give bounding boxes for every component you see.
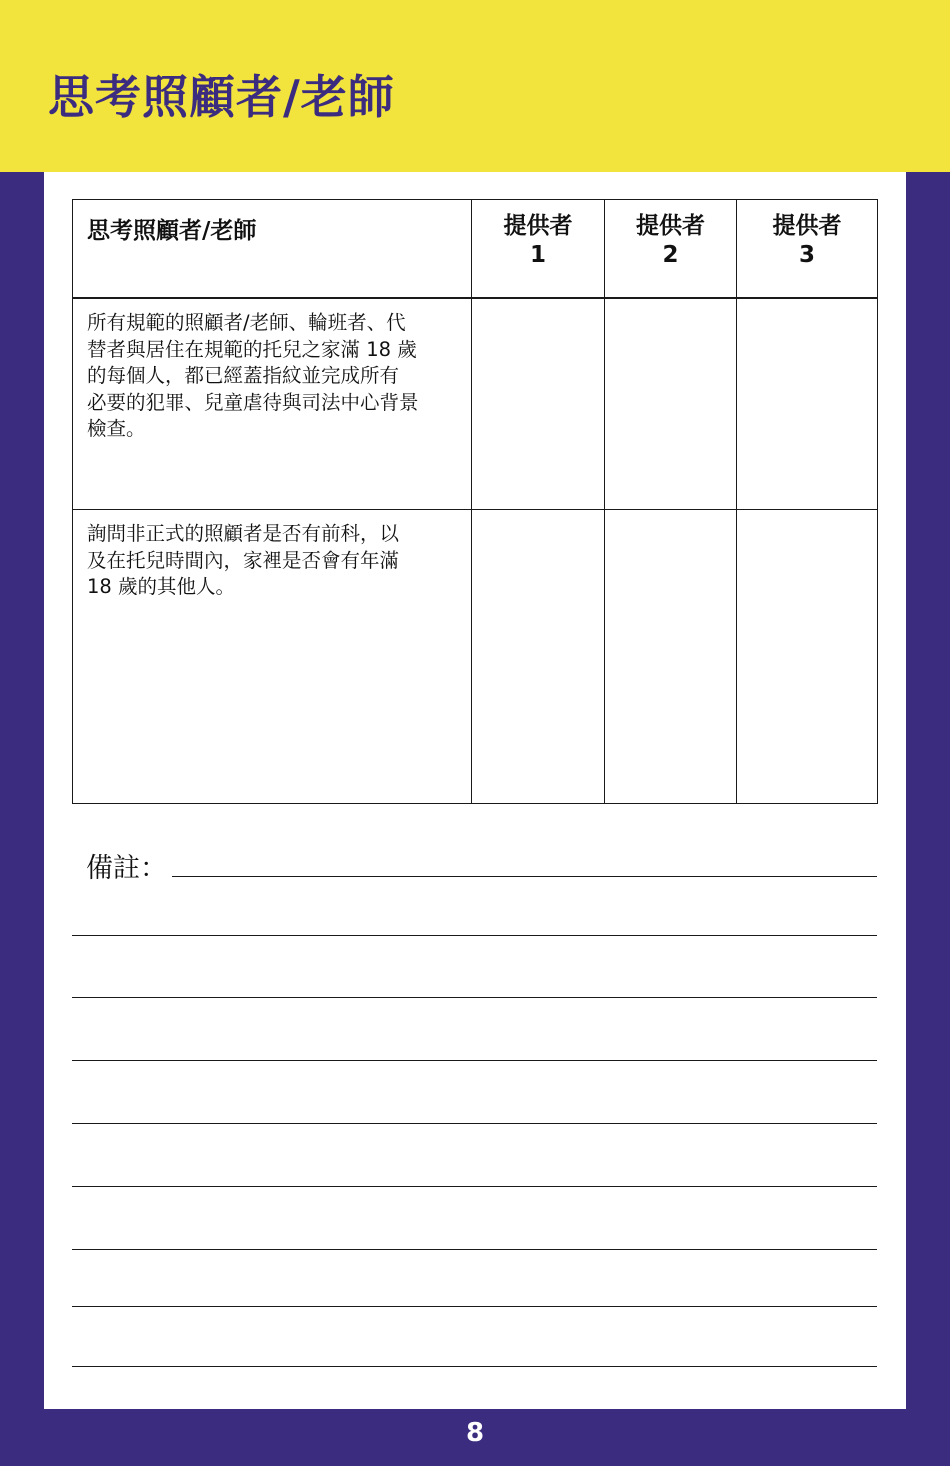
question-text-line: 檢查。	[87, 417, 146, 440]
header-band	[0, 0, 950, 172]
provider-1-answer-cell[interactable]	[472, 510, 605, 804]
provider-checklist-table	[72, 199, 878, 804]
notes-write-line[interactable]	[72, 1306, 877, 1307]
question-text-line: 的每個人，都已經蓋指紋並完成所有	[87, 364, 400, 387]
provider-1-number: 1	[529, 242, 546, 268]
provider-3-label: 提供者	[772, 213, 842, 239]
provider-2-answer-cell[interactable]	[605, 510, 737, 804]
provider-3-column-header	[737, 200, 878, 299]
notes-write-line[interactable]	[72, 997, 877, 998]
question-column-header: 思考照顧者/老師	[73, 200, 472, 299]
table-header-row	[73, 200, 878, 299]
provider-3-number: 3	[798, 242, 815, 268]
provider-2-answer-cell[interactable]	[605, 298, 737, 510]
provider-1-answer-cell[interactable]	[472, 298, 605, 510]
provider-1-label: 提供者	[503, 213, 573, 239]
question-text-line: 必要的犯罪、兒童虐待與司法中心背景	[87, 390, 419, 414]
notes-write-line[interactable]	[72, 1060, 877, 1061]
question-text-line: 所有規範的照顧者/老師、輪班者、代	[87, 311, 406, 334]
notes-label: 備註：	[86, 853, 167, 884]
notes-write-line[interactable]	[72, 1123, 877, 1124]
question-text-line: 詢問非正式的照顧者是否有前科，以	[87, 522, 400, 545]
provider-2-number: 2	[662, 242, 679, 268]
notes-write-line[interactable]	[72, 1249, 877, 1250]
provider-2-column-header	[605, 200, 737, 299]
provider-3-answer-cell[interactable]	[737, 298, 878, 510]
provider-2-label: 提供者	[636, 213, 705, 239]
notes-write-line[interactable]	[72, 1366, 877, 1367]
question-text-line: 及在托兒時間內，家裡是否會有年滿	[87, 548, 400, 572]
provider-1-column-header	[472, 200, 605, 299]
question-cell	[73, 298, 472, 510]
question-cell	[73, 510, 472, 804]
question-text-line: 18 歲的其他人。	[87, 575, 236, 598]
table-row	[73, 510, 878, 804]
provider-3-answer-cell[interactable]	[737, 510, 878, 804]
page-title: 思考照顧者/老師	[48, 70, 395, 124]
page-number: 8	[465, 1418, 485, 1448]
table-row	[73, 298, 878, 510]
notes-write-line[interactable]	[72, 1186, 877, 1187]
question-text-line: 替者與居住在規範的托兒之家滿 18 歲	[87, 337, 417, 361]
notes-write-line[interactable]	[72, 935, 877, 936]
notes-write-line[interactable]	[172, 876, 877, 877]
